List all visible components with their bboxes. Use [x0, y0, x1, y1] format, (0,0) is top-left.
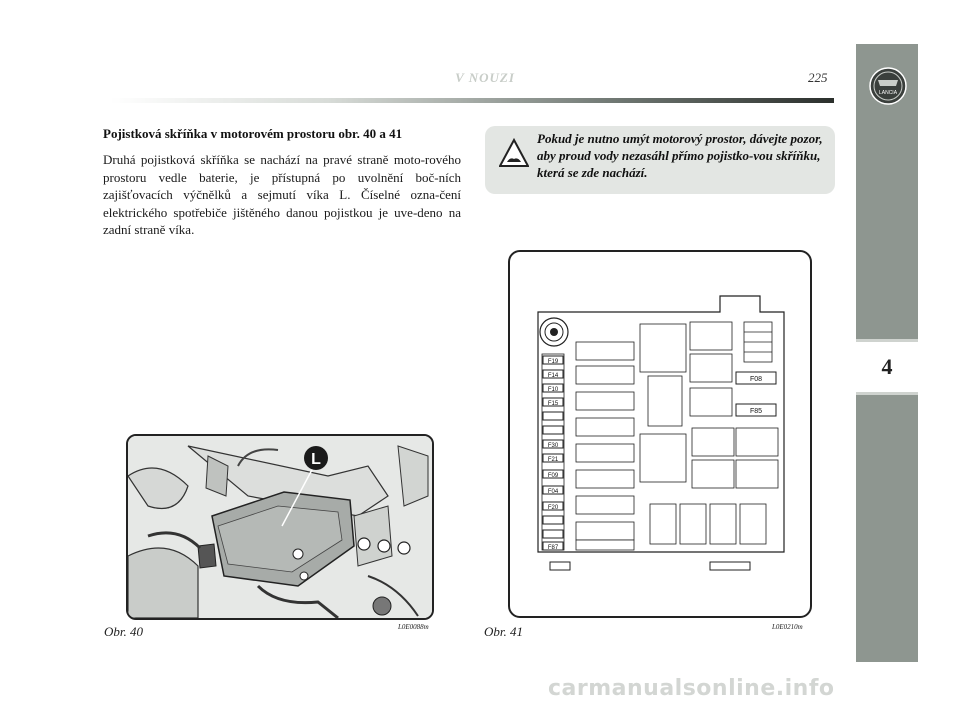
fuse-label: F04	[547, 489, 559, 495]
section-body: Druhá pojistková skříňka se nachází na pravé straně moto-rového prostoru vedle baterie, je přístupná po uvolnění boč-ních zajišťovacích výčnělků a sejmutí víka L. Číselné ozna-čení elektrického spotřebiče jištěného danou pojistkou je uve-deno na zadní straně víka.	[103, 152, 461, 237]
chapter-number: 4	[881, 354, 893, 379]
fuse-slot-empty	[543, 426, 563, 434]
figure-41-code: L0E0210m	[772, 623, 803, 631]
fuse-label: F08	[749, 376, 763, 383]
fuse-label: F15	[547, 401, 559, 407]
header-rule	[110, 98, 834, 103]
warning-triangle-icon	[499, 138, 529, 168]
figure-41-drawing	[510, 252, 810, 616]
left-fuse-column	[542, 354, 564, 551]
warning-box	[485, 126, 835, 194]
fuse-slot-empty	[543, 412, 563, 420]
fuse-label: F87	[547, 545, 559, 551]
fuse-label: F20	[547, 505, 559, 511]
watermark: carmanualsonline.info	[548, 676, 835, 701]
figure-40-drawing	[128, 436, 432, 618]
callout-label: L	[311, 451, 321, 468]
page-number: 225	[808, 70, 828, 85]
fuse-label: F85	[749, 408, 763, 415]
fuse-label: F10	[547, 387, 559, 393]
section-heading: Pojistková skříňka v motorovém prostoru obr. 40 a 41	[103, 126, 403, 141]
page-header-title: V NOUZI	[455, 70, 515, 85]
fuse-label: F14	[547, 373, 559, 379]
lancia-logo-icon	[868, 66, 908, 106]
fuse-label: F19	[547, 359, 559, 365]
figure-41-caption: Obr. 41	[484, 624, 524, 639]
fuse-label: F30	[547, 443, 559, 449]
logo-text: LANCIA	[878, 90, 898, 96]
fuse-slot-empty	[543, 516, 563, 524]
figure-41-fuse-box	[508, 250, 812, 618]
mini-fuse-stack	[744, 322, 772, 362]
figure-40-engine-bay	[126, 434, 434, 620]
chapter-tab[interactable]	[856, 339, 918, 395]
fuse-label: F09	[547, 473, 559, 479]
fuse-label: F21	[547, 457, 559, 463]
warning-text: Pokud je nutno umýt motorový prostor, dávejte pozor, aby proud vody nezasáhl přímo pojistko-vou skříňku, která se zde nachází.	[537, 131, 823, 180]
fuse-slot-empty	[543, 530, 563, 538]
figure-40-caption: Obr. 40	[104, 624, 144, 639]
figure-40-code: L0E0088m	[398, 623, 429, 631]
